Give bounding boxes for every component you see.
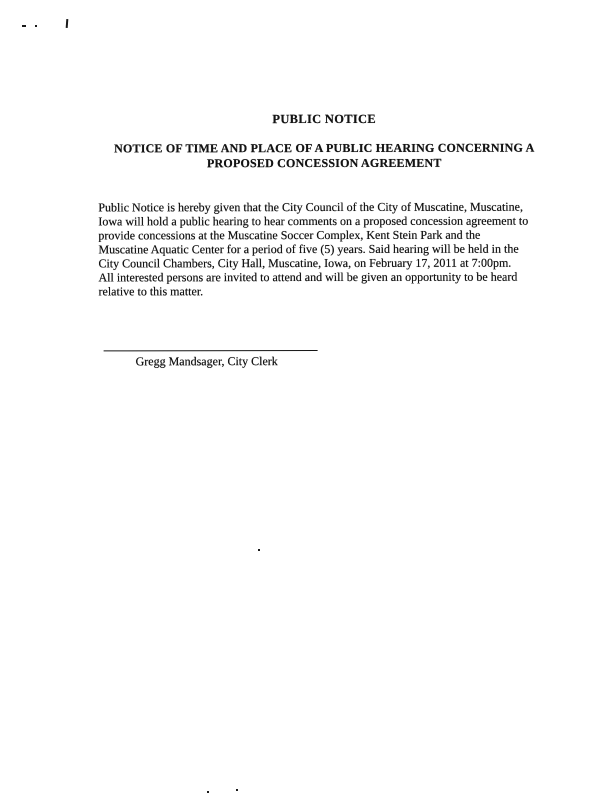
scan-artifact-dash	[22, 25, 26, 27]
page-title: PUBLIC NOTICE	[272, 111, 377, 127]
signature-name: Gregg Mandsager, City Clerk	[135, 354, 278, 369]
scan-artifact-tick	[66, 19, 69, 28]
scan-artifact-dot-bottom-1	[207, 791, 209, 793]
signature-line	[104, 350, 318, 351]
scan-artifact-dot-middle	[258, 549, 260, 551]
scan-artifact-dot-top	[35, 25, 37, 27]
signature-block	[99, 350, 551, 369]
notice-heading: NOTICE OF TIME AND PLACE OF A PUBLIC HEARING CONCERNING A PROPOSED CONCESSION AGREEMENT	[114, 140, 535, 170]
notice-body-paragraph: Public Notice is hereby given that the City Council of the City of Muscatine, Muscatine, Iowa will hold a public hearing to hear comments on a proposed concession agreement to provide concessions at the Muscatine Soccer Complex, Kent Stein Park and the Muscatine Aquatic Center for a period of five (5) years. Said hearing will be held in the City Council Chambers, City Hall, Muscatine, Iowa, on February 17, 2011 at 7:00pm. All interested persons are invited to attend and will be given an opportunity to be heard relative to this matter.	[98, 199, 529, 299]
scan-artifact-dot-bottom-2	[236, 789, 238, 791]
